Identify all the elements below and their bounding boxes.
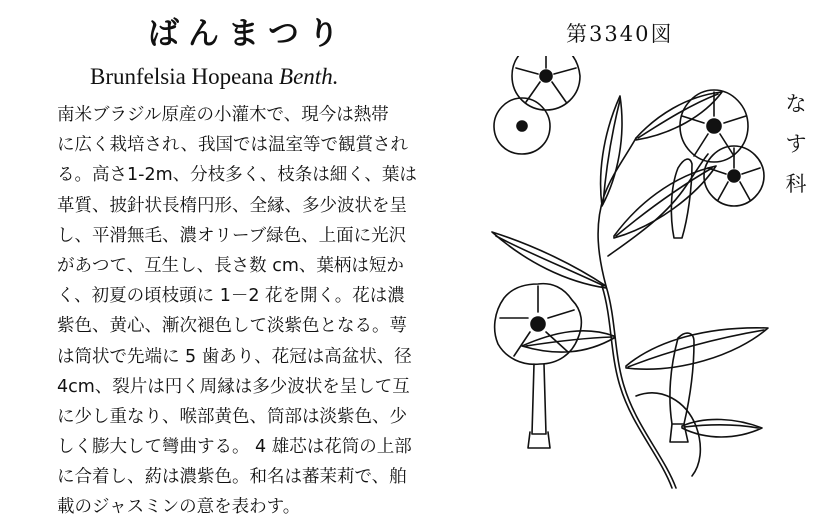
description-line: 載のジャスミンの意を表わす。 [57,497,301,518]
description-line: し、平滑無毛、濃オリーブ緑色、上面に光沢 [57,225,407,246]
latin-name [90,62,338,92]
description-line: 南米ブラジル原産の小灌木で、現今は熱帯 [57,105,389,125]
flower [704,146,764,206]
flower [512,56,580,110]
flower [495,284,582,448]
family-label [782,84,810,204]
latin-name-species: Brunfelsia Hopeana [90,64,274,89]
leaf [522,331,614,352]
description-line: に広く栽培され、我国では温室等で観賞され [57,135,409,156]
family-char: 科 [785,172,807,196]
flower-bud [671,159,692,238]
description-line: 革質、披針状長楕円形、全縁、多少波状を呈 [57,195,407,216]
leaf [636,92,722,140]
flowering-branch-drawing [486,56,776,492]
page-title: ばんまつり [148,16,348,52]
description-line: く、初夏の頃枝頭に 1－2 花を開く。花は濃 [57,286,405,307]
description-line: があつて、互生し、長さ数 cm、葉柄は短か [57,255,404,276]
branch-upper [608,154,708,256]
description-line: に合着し、葯は濃紫色。和名は蕃茉莉で、舶 [57,467,407,488]
description-line: 紫色、黄心、漸次褪色して淡紫色となる。萼 [57,316,407,337]
description-text [57,100,481,523]
description-line: る。高さ1-2m、分枝多く、枝条は細く、葉は [57,165,417,186]
leaf [614,166,716,238]
flower [680,90,748,162]
leaf [492,232,606,288]
description-line: 4cm、裂片は円く周縁は多少波状を呈して互 [57,376,410,397]
description-line: しく膨大して彎曲する。 4 雄芯は花筒の上部 [57,437,412,458]
latin-name-author: Benth. [279,64,339,89]
family-char: す [785,132,807,156]
figure-number: 第3340図 [566,22,674,46]
family-char: な [785,92,807,116]
flower [494,98,550,154]
plant-illustration [486,56,776,492]
branch-lower [636,393,700,476]
description-line: に少し重なり、喉部黄色、筒部は淡紫色、少 [57,406,407,427]
leaf [601,96,622,206]
leaf [682,419,762,437]
description-line: は筒状で先端に 5 歯あり、花冠は高盆状、径 [57,346,412,367]
leaf [626,328,768,369]
